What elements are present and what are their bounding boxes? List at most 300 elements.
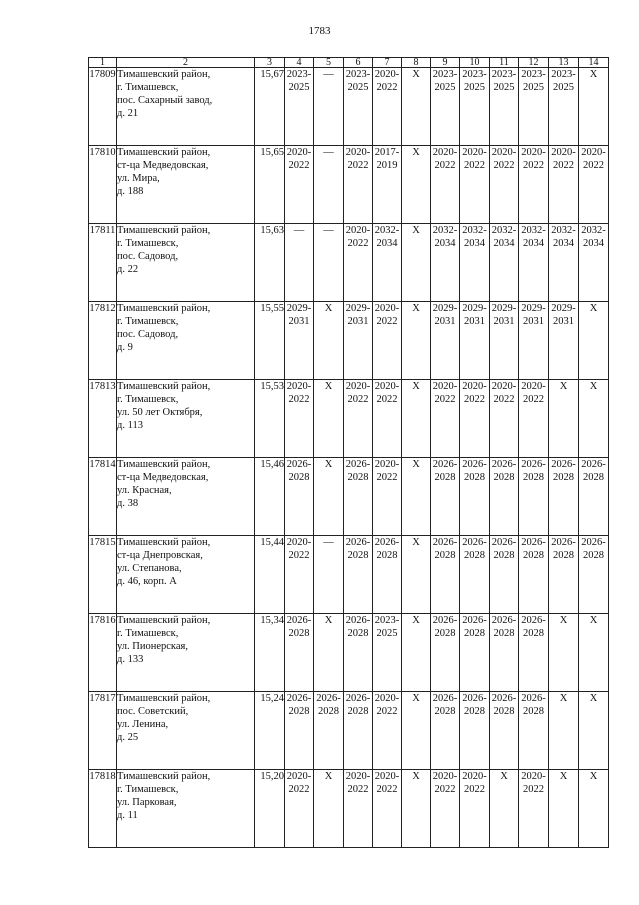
period-cell (519, 692, 549, 770)
period-cell (402, 770, 431, 848)
period-text: 2029- (462, 303, 487, 314)
period-text: 2026- (286, 693, 312, 704)
period-text: 2023- (345, 69, 371, 80)
period-text: X (324, 615, 333, 626)
period-cell (519, 224, 549, 302)
period-text: 2022 (523, 160, 544, 171)
row-number: 17816 (89, 614, 117, 692)
period-text: — (323, 147, 334, 158)
period-text: 2028 (523, 472, 544, 483)
period-text: 2020- (432, 771, 458, 782)
address-line: ст-ца Медведовская, (117, 160, 209, 171)
period-text: 2029- (521, 303, 546, 314)
period-text: 2026- (462, 615, 487, 626)
address-cell (117, 614, 255, 692)
table-row (89, 614, 609, 692)
period-text: 2032- (432, 225, 458, 236)
period-cell (490, 146, 519, 224)
period-text: 2026- (521, 537, 546, 548)
period-cell (431, 458, 460, 536)
period-text: 2022 (288, 784, 310, 795)
value-cell: 15,67 (255, 68, 285, 146)
period-text: 2026- (345, 615, 371, 626)
period-text: 2025 (464, 82, 485, 93)
period-cell (460, 302, 490, 380)
period-text: 2028 (376, 550, 398, 561)
period-cell (373, 458, 402, 536)
period-text: 2028 (553, 550, 574, 561)
address-line: Тимашевский район, (117, 225, 211, 236)
period-cell (579, 146, 609, 224)
column-header: 1 (89, 58, 117, 68)
period-text: — (323, 225, 334, 236)
address-line: Тимашевский район, (117, 381, 211, 392)
address-line: ст-ца Днепровская, (117, 550, 203, 561)
period-text: 2028 (523, 628, 544, 639)
period-cell (402, 692, 431, 770)
address-line: г. Тимашевск, (117, 82, 179, 93)
period-text: 2034 (523, 238, 544, 249)
period-text: 2026- (521, 693, 546, 704)
address-line: г. Тимашевск, (117, 784, 179, 795)
period-text: 2020- (374, 303, 400, 314)
address-line: Тимашевский район, (117, 693, 211, 704)
period-text: 2022 (376, 706, 398, 717)
period-text: X (412, 693, 420, 704)
period-cell (285, 224, 314, 302)
period-text: 2020- (286, 147, 312, 158)
period-text: 2028 (434, 628, 456, 639)
address-line: ул. Пионерская, (117, 641, 188, 652)
period-text: 2029- (551, 303, 576, 314)
table-row (89, 224, 609, 302)
period-cell (344, 146, 373, 224)
period-text: X (559, 693, 568, 704)
row-number: 17817 (89, 692, 117, 770)
period-text: 2020- (521, 381, 546, 392)
period-cell (314, 536, 344, 614)
value-cell: 15,63 (255, 224, 285, 302)
period-text: 2032- (521, 225, 546, 236)
period-text: 2022 (288, 160, 310, 171)
period-text: 2029- (286, 303, 312, 314)
value-cell: 15,53 (255, 380, 285, 458)
period-text: 2020- (345, 381, 371, 392)
address-line: ст-ца Медведовская, (117, 472, 209, 483)
address-line: Тимашевский район, (117, 615, 211, 626)
period-text: 2028 (493, 550, 515, 561)
period-cell (579, 770, 609, 848)
period-text: 2025 (553, 82, 574, 93)
period-text: 2029- (432, 303, 458, 314)
period-text: 2020- (462, 147, 487, 158)
period-text: X (324, 771, 333, 782)
page-number: 1783 (308, 25, 331, 37)
address-line: ул. 50 лет Октября, (117, 407, 203, 418)
period-cell (344, 692, 373, 770)
address-cell (117, 380, 255, 458)
period-cell (402, 536, 431, 614)
value-cell: 15,24 (255, 692, 285, 770)
period-text: 2032- (462, 225, 487, 236)
period-cell (344, 614, 373, 692)
period-text: 2026- (551, 537, 576, 548)
period-cell (460, 614, 490, 692)
period-text: 2022 (523, 784, 544, 795)
period-text: 2020- (374, 69, 400, 80)
period-cell (314, 68, 344, 146)
column-header: 3 (255, 58, 285, 68)
address-line: ул. Мира, (117, 173, 160, 184)
address-line: г. Тимашевск, (117, 394, 179, 405)
period-text: 2026- (432, 615, 458, 626)
period-text: X (559, 381, 568, 392)
period-text: 2026- (432, 693, 458, 704)
period-text: 2026- (374, 537, 400, 548)
period-text: 2028 (464, 472, 485, 483)
period-cell (519, 380, 549, 458)
period-cell (314, 224, 344, 302)
value-cell: 15,20 (255, 770, 285, 848)
period-cell (344, 224, 373, 302)
period-cell (285, 458, 314, 536)
period-cell (431, 536, 460, 614)
column-header: 8 (402, 58, 431, 68)
column-header: 4 (285, 58, 314, 68)
period-text: 2022 (523, 394, 544, 405)
address-cell (117, 536, 255, 614)
period-text: 2028 (347, 550, 369, 561)
row-number: 17810 (89, 146, 117, 224)
period-cell (373, 614, 402, 692)
period-text: 2028 (347, 472, 369, 483)
table-row (89, 146, 609, 224)
row-number: 17814 (89, 458, 117, 536)
period-cell (431, 770, 460, 848)
period-text: 2032- (581, 225, 606, 236)
period-cell (490, 302, 519, 380)
period-text: 2020- (432, 147, 458, 158)
period-text: 2026- (521, 615, 546, 626)
address-line: д. 133 (117, 654, 144, 665)
table-row (89, 302, 609, 380)
period-text: 2023- (462, 69, 487, 80)
address-line: Тимашевский район, (117, 69, 211, 80)
period-text: 2026- (316, 693, 341, 704)
period-cell (579, 692, 609, 770)
period-text: 2028 (434, 550, 456, 561)
period-cell (344, 380, 373, 458)
address-line: д. 46, корп. А (117, 576, 177, 587)
period-text: 2026- (491, 615, 517, 626)
period-text: 2028 (523, 706, 544, 717)
period-text: X (412, 381, 420, 392)
period-cell (460, 380, 490, 458)
period-text: X (412, 537, 420, 548)
period-text: 2028 (553, 472, 574, 483)
address-line: пос. Сахарный завод, (117, 95, 213, 106)
period-cell (460, 692, 490, 770)
period-text: X (412, 69, 420, 80)
period-text: 2022 (553, 160, 574, 171)
period-text: X (412, 147, 420, 158)
period-text: 2028 (288, 472, 310, 483)
period-cell (402, 224, 431, 302)
period-cell (579, 68, 609, 146)
period-text: 2022 (434, 394, 456, 405)
period-text: 2026- (491, 537, 517, 548)
period-text: 2026- (345, 537, 371, 548)
period-text: 2022 (493, 160, 515, 171)
period-cell (519, 302, 549, 380)
period-text: 2026- (286, 615, 312, 626)
table-row (89, 770, 609, 848)
period-text: X (324, 303, 333, 314)
period-cell (519, 458, 549, 536)
period-cell (549, 692, 579, 770)
period-text: 2022 (376, 784, 398, 795)
period-cell (431, 302, 460, 380)
register-table (88, 57, 609, 848)
address-cell (117, 302, 255, 380)
period-text: 2025 (523, 82, 544, 93)
period-text: 2026- (491, 459, 517, 470)
period-cell (285, 536, 314, 614)
period-cell (431, 614, 460, 692)
period-text: 2022 (464, 784, 485, 795)
period-text: — (323, 69, 334, 80)
period-text: 2028 (434, 472, 456, 483)
address-line: пос. Советский, (117, 706, 189, 717)
period-text: 2022 (376, 82, 398, 93)
value-cell: 15,46 (255, 458, 285, 536)
period-text: 2031 (464, 316, 485, 327)
period-text: 2028 (493, 628, 515, 639)
period-text: 2034 (434, 238, 456, 249)
period-text: X (589, 69, 598, 80)
column-header: 5 (314, 58, 344, 68)
address-line: г. Тимашевск, (117, 316, 179, 327)
period-text: 2020- (432, 381, 458, 392)
period-cell (549, 380, 579, 458)
period-text: X (412, 615, 420, 626)
address-line: пос. Садовод, (117, 329, 179, 340)
period-text: 2031 (288, 316, 310, 327)
period-cell (344, 68, 373, 146)
period-text: 2022 (493, 394, 515, 405)
column-header: 12 (519, 58, 549, 68)
period-text: 2026- (462, 537, 487, 548)
period-cell (579, 536, 609, 614)
period-cell (579, 458, 609, 536)
period-text: 2028 (318, 706, 339, 717)
period-text: 2020- (521, 147, 546, 158)
period-text: 2028 (464, 550, 485, 561)
period-text: X (589, 381, 598, 392)
period-text: 2026- (581, 459, 606, 470)
period-text: 2031 (493, 316, 515, 327)
period-text: 2031 (553, 316, 574, 327)
period-text: 2020- (462, 381, 487, 392)
period-cell (402, 302, 431, 380)
period-text: 2034 (553, 238, 574, 249)
period-text: 2020- (345, 225, 371, 236)
period-cell (460, 458, 490, 536)
period-text: 2031 (523, 316, 544, 327)
period-cell (549, 536, 579, 614)
period-text: 2028 (583, 472, 604, 483)
period-cell (373, 770, 402, 848)
period-text: 2025 (434, 82, 456, 93)
period-text: 2022 (464, 160, 485, 171)
period-text: 2017- (374, 147, 400, 158)
period-text: 2025 (288, 82, 310, 93)
period-cell (431, 380, 460, 458)
period-text: 2026- (462, 693, 487, 704)
row-number: 17811 (89, 224, 117, 302)
period-cell (285, 68, 314, 146)
table-row (89, 692, 609, 770)
row-number: 17809 (89, 68, 117, 146)
period-cell (579, 224, 609, 302)
period-text: 2022 (347, 394, 369, 405)
column-header: 10 (460, 58, 490, 68)
period-cell (549, 68, 579, 146)
period-text: 2020- (491, 147, 517, 158)
period-cell (373, 224, 402, 302)
period-text: 2020- (374, 459, 400, 470)
period-cell (519, 614, 549, 692)
column-header: 7 (373, 58, 402, 68)
column-header: 6 (344, 58, 373, 68)
row-number: 17812 (89, 302, 117, 380)
period-text: X (589, 303, 598, 314)
period-cell (373, 302, 402, 380)
column-header: 2 (117, 58, 255, 68)
period-cell (579, 380, 609, 458)
period-cell (285, 380, 314, 458)
period-text: 2032- (491, 225, 517, 236)
period-text: 2023- (521, 69, 546, 80)
period-cell (490, 692, 519, 770)
period-text: X (324, 381, 333, 392)
table-row (89, 68, 609, 146)
row-number: 17813 (89, 380, 117, 458)
period-cell (344, 536, 373, 614)
period-text: 2020- (551, 147, 576, 158)
period-cell (344, 770, 373, 848)
period-text: X (589, 693, 598, 704)
period-text: X (324, 459, 333, 470)
column-header: 14 (579, 58, 609, 68)
value-cell: 15,55 (255, 302, 285, 380)
value-cell: 15,34 (255, 614, 285, 692)
period-text: 2028 (523, 550, 544, 561)
period-cell (549, 302, 579, 380)
period-text: 2026- (345, 693, 371, 704)
address-line: д. 21 (117, 108, 139, 119)
address-line: пос. Садовод, (117, 251, 179, 262)
period-text: — (293, 225, 305, 236)
period-text: 2028 (347, 706, 369, 717)
period-text: 2028 (464, 628, 485, 639)
period-text: 2026- (432, 537, 458, 548)
period-text: 2034 (493, 238, 515, 249)
address-cell (117, 224, 255, 302)
column-header: 11 (490, 58, 519, 68)
period-text: 2022 (376, 316, 398, 327)
period-text: 2026- (286, 459, 312, 470)
period-cell (314, 302, 344, 380)
period-cell (314, 458, 344, 536)
period-text: 2020- (374, 771, 400, 782)
value-cell: 15,44 (255, 536, 285, 614)
period-cell (519, 536, 549, 614)
period-cell (519, 770, 549, 848)
period-text: 2026- (491, 693, 517, 704)
period-cell (285, 302, 314, 380)
period-text: 2020- (491, 381, 517, 392)
period-cell (285, 770, 314, 848)
header-row (89, 58, 609, 68)
period-cell (549, 614, 579, 692)
address-line: Тимашевский район, (117, 459, 211, 470)
period-text: 2019 (376, 160, 398, 171)
address-line: ул. Ленина, (117, 719, 169, 730)
address-line: д. 113 (117, 420, 143, 431)
period-text: 2025 (376, 628, 398, 639)
period-text: 2020- (374, 381, 400, 392)
period-text: X (589, 771, 598, 782)
period-text: 2020- (286, 381, 312, 392)
period-cell (519, 146, 549, 224)
address-line: д. 9 (117, 342, 133, 353)
period-cell (402, 614, 431, 692)
address-line: Тимашевский район, (117, 147, 211, 158)
value-cell: 15,65 (255, 146, 285, 224)
period-cell (402, 380, 431, 458)
period-cell (431, 692, 460, 770)
address-line: д. 11 (117, 810, 138, 821)
period-text: — (323, 537, 334, 548)
column-header: 9 (431, 58, 460, 68)
period-cell (344, 458, 373, 536)
period-cell (373, 536, 402, 614)
period-cell (579, 614, 609, 692)
period-text: 2028 (464, 706, 485, 717)
table-row (89, 536, 609, 614)
period-cell (490, 614, 519, 692)
period-text: 2031 (347, 316, 369, 327)
period-text: 2022 (464, 394, 485, 405)
period-cell (460, 224, 490, 302)
period-text: X (559, 615, 568, 626)
period-text: 2023- (432, 69, 458, 80)
period-cell (402, 146, 431, 224)
period-text: 2026- (581, 537, 606, 548)
address-line: г. Тимашевск, (117, 628, 179, 639)
period-cell (549, 146, 579, 224)
period-text: 2022 (288, 550, 310, 561)
period-text: 2020- (521, 771, 546, 782)
column-header: 13 (549, 58, 579, 68)
address-line: Тимашевский район, (117, 303, 211, 314)
period-cell (460, 68, 490, 146)
period-text: 2032- (551, 225, 576, 236)
period-text: 2025 (493, 82, 515, 93)
period-text: 2028 (583, 550, 604, 561)
period-text: X (412, 225, 420, 236)
